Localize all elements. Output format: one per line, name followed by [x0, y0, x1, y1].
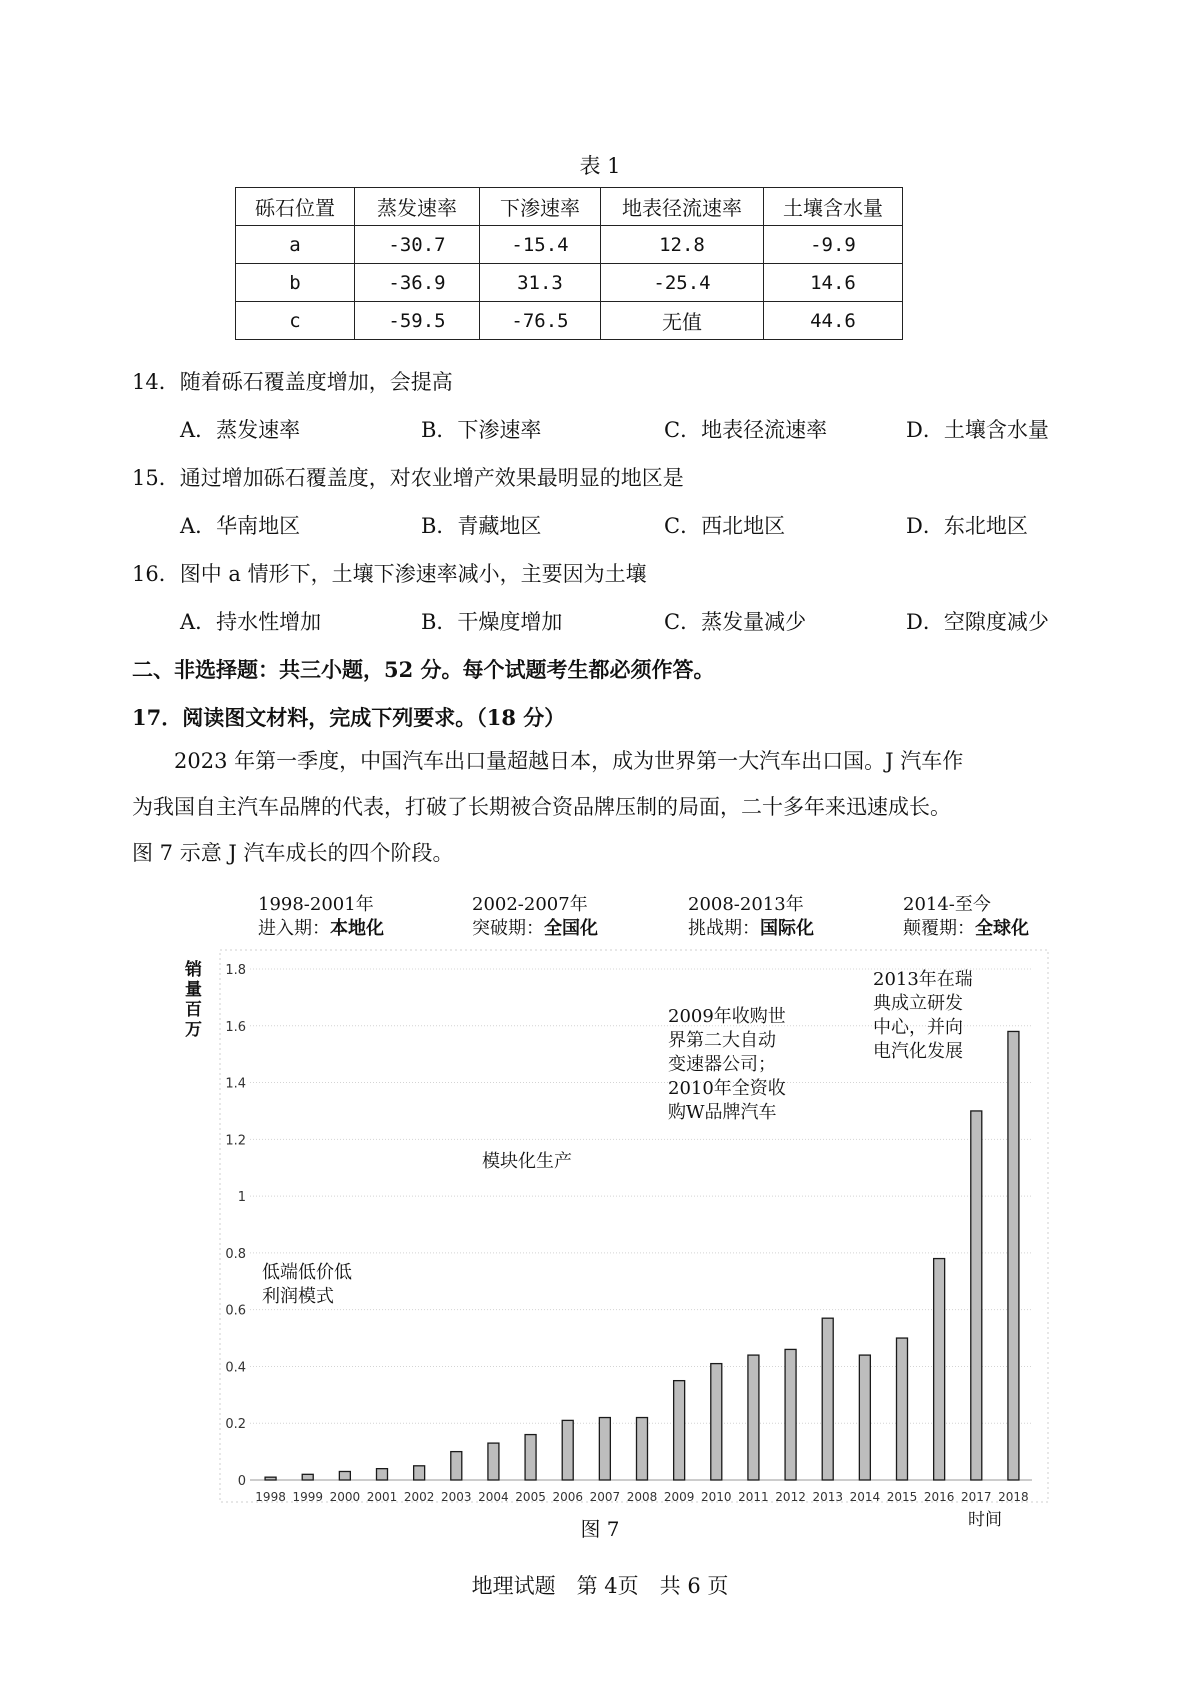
paragraph-line: 为我国自主汽车品牌的代表，打破了长期被合资品牌压制的局面，二十多年来迅速成长。 — [132, 795, 951, 819]
bar-2013 — [822, 1318, 833, 1480]
table-header-cell: 砾石位置 — [236, 188, 355, 226]
question-14-option-b: B．下渗速率 — [421, 418, 542, 442]
x-tick-label: 2012 — [775, 1490, 806, 1504]
x-tick-label: 2017 — [961, 1490, 992, 1504]
annotation-line: 购W品牌汽车 — [668, 1102, 777, 1123]
bar-2016 — [934, 1259, 945, 1480]
bar-2008 — [637, 1418, 648, 1480]
bar-2014 — [859, 1355, 870, 1480]
y-axis-ticks — [225, 963, 246, 1489]
stage-label: 突破期： — [472, 918, 544, 939]
annotation-line: 典成立研发 — [873, 993, 963, 1014]
bar-2005 — [525, 1435, 536, 1480]
table-caption: 表 1 — [579, 154, 621, 178]
bar-1998 — [265, 1477, 276, 1480]
x-tick-label: 2002 — [403, 1490, 435, 1504]
x-tick-label: 2000 — [329, 1490, 361, 1504]
annotation-line: 2013年在瑞 — [873, 969, 973, 990]
annotation-line: 低端低价低 — [262, 1262, 352, 1283]
x-tick-label: 2004 — [478, 1490, 509, 1504]
table-cell: 31.3 — [480, 264, 601, 302]
stage-name: 全球化 — [975, 918, 1029, 939]
table-cell: a — [236, 226, 355, 264]
y-axis-label: 销量百万 — [185, 960, 202, 1040]
question-14-option-d: D．土壤含水量 — [906, 418, 1049, 442]
stage-label: 挑战期： — [688, 918, 760, 939]
question-16-option-d: D．空隙度减少 — [906, 610, 1049, 634]
bar-2010 — [711, 1364, 722, 1480]
x-tick-label: 2010 — [701, 1490, 732, 1504]
paragraph-line: 图 7 示意 J 汽车成长的四个阶段。 — [132, 841, 454, 865]
x-tick-label: 2018 — [998, 1490, 1029, 1504]
stage-years: 2008-2013年 — [688, 894, 804, 915]
bar-1999 — [302, 1474, 313, 1480]
y-tick-label: 0.8 — [225, 1246, 246, 1262]
y-tick-label: 0.2 — [225, 1417, 246, 1433]
table-cell: -15.4 — [480, 226, 601, 264]
question-15-option-c: C．西北地区 — [664, 514, 786, 538]
y-tick-label: 1.8 — [225, 963, 246, 978]
x-tick-label: 2001 — [366, 1490, 398, 1504]
chart-bars — [265, 1031, 1019, 1480]
table-header-cell: 下渗速率 — [480, 188, 601, 226]
bar-2001 — [377, 1469, 388, 1480]
stage-name: 本地化 — [330, 918, 384, 939]
stage-label: 颠覆期： — [903, 918, 975, 939]
question-14-stem: 14．随着砾石覆盖度增加，会提高 — [132, 370, 453, 394]
page-footer: 地理试题 第 4页 共 6 页 — [471, 1574, 729, 1598]
annotation-line: 2009年收购世 — [668, 1006, 786, 1027]
question-17-title: 17．阅读图文材料，完成下列要求。（18 分） — [132, 705, 566, 730]
annotation-line: 中心，并向 — [873, 1017, 963, 1038]
table-cell: b — [236, 264, 355, 302]
annotation-rnd — [873, 968, 973, 1064]
annotation-acquisition — [668, 1005, 786, 1125]
bar-2002 — [414, 1466, 425, 1480]
stage-years: 2002-2007年 — [472, 894, 588, 915]
bar-2007 — [599, 1418, 610, 1480]
table-header-cell: 地表径流速率 — [601, 188, 764, 226]
annotation-modular: 模块化生产 — [482, 1151, 572, 1172]
stage-years: 2014-至今 — [903, 894, 991, 915]
y-tick-label: 1.4 — [225, 1076, 246, 1092]
x-tick-label: 2009 — [663, 1490, 695, 1504]
x-tick-label: 2005 — [515, 1490, 546, 1504]
x-tick-label: 2008 — [626, 1490, 658, 1504]
annotation-line: 利润模式 — [262, 1286, 334, 1307]
question-16-option-a: A．持水性增加 — [180, 610, 322, 634]
table-cell: 14.6 — [764, 264, 903, 302]
question-15-option-b: B．青藏地区 — [421, 514, 542, 538]
bar-2009 — [674, 1381, 685, 1480]
table-cell: -25.4 — [601, 264, 764, 302]
y-tick-label: 0.4 — [225, 1360, 246, 1376]
x-axis-label: 时间 — [968, 1510, 1002, 1530]
question-15-option-d: D．东北地区 — [906, 514, 1028, 538]
y-tick-label: 0 — [237, 1474, 246, 1489]
question-15-option-a: A．华南地区 — [180, 514, 301, 538]
annotation-line: 变速器公司； — [668, 1054, 776, 1075]
x-axis-ticks — [255, 1490, 1028, 1504]
bar-2011 — [748, 1355, 759, 1480]
table-header-cell: 土壤含水量 — [764, 188, 903, 226]
table-cell: 44.6 — [764, 302, 903, 340]
stage-years: 1998-2001年 — [258, 894, 374, 915]
question-14-option-a: A．蒸发速率 — [180, 418, 301, 442]
annotation-line: 2010年全资收 — [668, 1078, 786, 1099]
x-tick-label: 2006 — [552, 1490, 583, 1504]
x-tick-label: 2003 — [441, 1490, 472, 1504]
y-tick-label: 1.2 — [225, 1133, 246, 1149]
bar-2000 — [339, 1471, 350, 1480]
x-tick-label: 2007 — [589, 1490, 621, 1504]
section-title: 二、非选择题：共三小题，52 分。每个试题考生都必须作答。 — [132, 657, 715, 682]
table-cell: -36.9 — [355, 264, 480, 302]
question-16-option-b: B．干燥度增加 — [421, 610, 563, 634]
x-tick-label: 2013 — [812, 1490, 843, 1504]
bar-2015 — [897, 1338, 908, 1480]
paragraph-line: 2023 年第一季度，中国汽车出口量超越日本，成为世界第一大汽车出口国。J 汽车作 — [174, 749, 964, 773]
x-tick-label: 2014 — [849, 1490, 881, 1504]
bar-2018 — [1008, 1031, 1019, 1480]
table-cell: 12.8 — [601, 226, 764, 264]
x-tick-label: 1998 — [255, 1490, 286, 1504]
annotation-line: 界第二大自动 — [668, 1030, 776, 1051]
bar-2006 — [562, 1420, 573, 1480]
question-15-stem: 15．通过增加砾石覆盖度，对农业增产效果最明显的地区是 — [132, 466, 684, 490]
stage-label: 进入期： — [258, 918, 330, 939]
x-tick-label: 1999 — [292, 1490, 323, 1504]
x-tick-label: 2016 — [923, 1490, 955, 1504]
x-tick-label: 2015 — [886, 1490, 918, 1504]
question-16-option-c: C．蒸发量减少 — [664, 610, 807, 634]
bar-2003 — [451, 1452, 462, 1480]
stage-name: 全国化 — [544, 918, 598, 939]
table-cell: -9.9 — [764, 226, 903, 264]
table-header-cell: 蒸发速率 — [355, 188, 480, 226]
question-14-option-c: C．地表径流速率 — [664, 418, 828, 442]
table-cell: c — [236, 302, 355, 340]
question-16-stem: 16．图中 a 情形下，土壤下渗速率减小，主要因为土壤 — [132, 562, 647, 586]
table-cell: -76.5 — [480, 302, 601, 340]
annotation-line: 电汽化发展 — [873, 1041, 963, 1062]
table-cell: -59.5 — [355, 302, 480, 340]
stage-name: 国际化 — [760, 918, 814, 939]
bar-2012 — [785, 1349, 796, 1480]
table-cell: 无值 — [601, 302, 764, 340]
y-tick-label: 1.6 — [225, 1019, 246, 1035]
y-tick-label: 1 — [237, 1190, 246, 1206]
x-tick-label: 2011 — [738, 1490, 769, 1504]
figure-caption: 图 7 — [580, 1517, 620, 1541]
annotation-low-end — [262, 1261, 352, 1309]
table-cell: -30.7 — [355, 226, 480, 264]
bar-2004 — [488, 1443, 499, 1480]
y-tick-label: 0.6 — [225, 1303, 246, 1319]
bar-2017 — [971, 1111, 982, 1480]
